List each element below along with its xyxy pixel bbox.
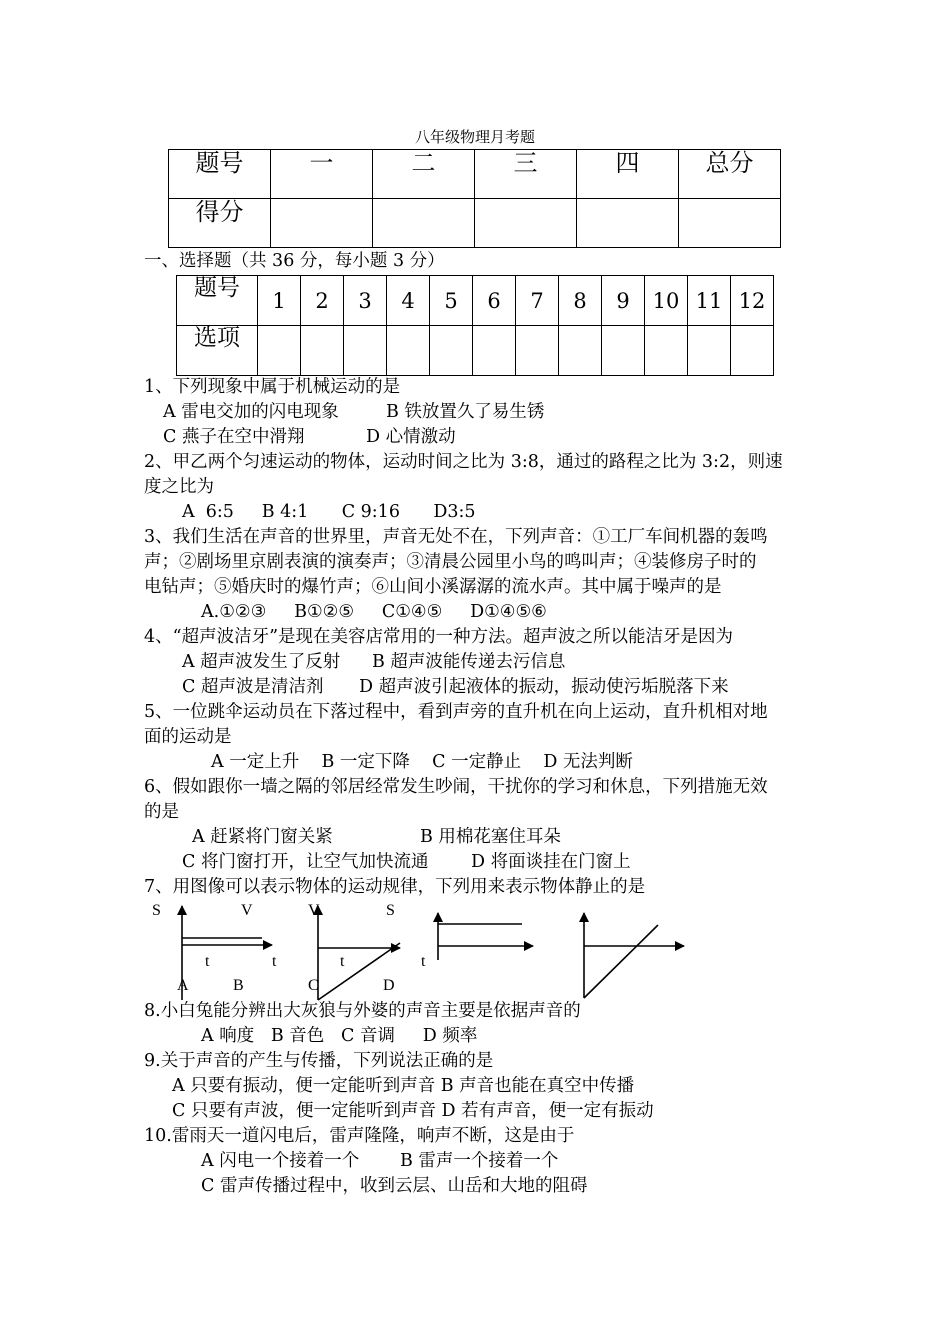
graph-c-label: C <box>308 977 319 994</box>
graph-d-left <box>438 913 533 960</box>
option-b: B 用棉花塞住耳朵 <box>420 827 561 847</box>
question-stem: 2、甲乙两个匀速运动的物体，运动时间之比为 3:8，通过的路程之比为 3:2，则速 <box>144 452 783 472</box>
graph-d-axis-label: S <box>386 902 395 919</box>
question-options: A 响度 B 音色 C 音调 D 频率 <box>201 1026 478 1046</box>
option-c: C 超声波是清洁剂 <box>182 677 324 697</box>
question-options: A 6:5 B 4:1 C 9:16 D3:5 <box>182 502 476 522</box>
question-stem-cont: 电钻声；⑤婚庆时的爆竹声；⑥山间小溪潺潺的流水声。其中属于噪声的是 <box>144 577 722 597</box>
graph-a <box>182 906 272 1000</box>
question-stem: 7、用图像可以表示物体的运动规律，下列用来表示物体静止的是 <box>144 877 646 897</box>
question-stem: 5、一位跳伞运动员在下落过程中，看到声旁的直升机在向上运动，直升机相对地 <box>144 702 768 722</box>
answer-row-label: 题号 <box>177 276 258 326</box>
question-stem-cont: 度之比为 <box>144 477 214 497</box>
question-stem: 1、下列现象中属于机械运动的是 <box>144 377 401 397</box>
question-stem: 10.雷雨天一道闪电后，雷声隆隆，响声不断，这是由于 <box>144 1126 575 1146</box>
question-number-cell: 3 <box>344 276 387 326</box>
graph-c-time-label: t <box>340 953 345 970</box>
question-number-cell: 5 <box>430 276 473 326</box>
question-options: A 一定上升 B 一定下降 C 一定静止 D 无法判断 <box>211 752 633 772</box>
option-a: A 超声波发生了反射 <box>182 652 341 672</box>
graph-a-time-label: t <box>205 953 210 970</box>
question-number-cell: 12 <box>731 276 774 326</box>
question-options: A.①②③ B①②⑤ C①④⑤ D①④⑤⑥ <box>201 602 547 622</box>
option-d: D 心情激动 <box>366 427 456 447</box>
option-a: A 赶紧将门窗关紧 <box>192 827 333 847</box>
graph-b-label: B <box>233 977 244 994</box>
score-row-label: 得分 <box>169 199 271 248</box>
graph-a-label: A <box>177 977 189 994</box>
graph-b-axis-label: V <box>241 902 253 919</box>
section-heading: 一、选择题（共 36 分，每小题 3 分） <box>144 251 445 271</box>
score-header-cell: 二 <box>373 150 475 199</box>
graph-a-axis-label: S <box>152 902 161 919</box>
question-number-cell: 11 <box>688 276 731 326</box>
option-b: B 铁放置久了易生锈 <box>386 402 545 422</box>
option-b: B 雷声一个接着一个 <box>400 1151 559 1171</box>
question-number-cell: 2 <box>301 276 344 326</box>
option-c: C 燕子在空中滑翔 <box>163 427 305 447</box>
question-number-cell: 6 <box>473 276 516 326</box>
question-number-cell: 10 <box>645 276 688 326</box>
question-number-cell: 9 <box>602 276 645 326</box>
score-header-cell: 一 <box>271 150 373 199</box>
page-title: 八年级物理月考题 <box>414 128 535 146</box>
score-header-cell: 总分 <box>679 150 781 199</box>
option-c: C 将门窗打开，让空气加快流通 <box>182 852 429 872</box>
graph-d-right <box>584 913 684 998</box>
graph-d-label: D <box>383 977 395 994</box>
question-stem: 8.小白兔能分辨出大灰狼与外婆的声音主要是依据声音的 <box>144 1001 581 1021</box>
question-options-line: C 只要有声波，便一定能听到声音 D 若有声音，便一定有振动 <box>172 1101 654 1121</box>
question-number-cell: 4 <box>387 276 430 326</box>
question-stem: 9.关于声音的产生与传播，下列说法正确的是 <box>144 1051 494 1071</box>
graph-b-time-label: t <box>272 953 277 970</box>
question-number-cell: 8 <box>559 276 602 326</box>
option-b: B 超声波能传递去污信息 <box>372 652 566 672</box>
option-a: A 雷电交加的闪电现象 <box>163 402 339 422</box>
option-a: A 闪电一个接着一个 <box>201 1151 360 1171</box>
score-header-cell: 四 <box>577 150 679 199</box>
question-stem-cont: 面的运动是 <box>144 727 232 747</box>
score-header-cell: 三 <box>475 150 577 199</box>
answer-row-label: 选项 <box>177 326 258 376</box>
question-stem-cont: 声；②剧场里京剧表演的演奏声；③清晨公园里小鸟的鸣叫声；④装修房子时的 <box>144 552 757 572</box>
question-number-cell: 1 <box>258 276 301 326</box>
option-d: D 超声波引起液体的振动，振动使污垢脱落下来 <box>359 677 729 697</box>
question-stem: 3、我们生活在声音的世界里，声音无处不在，下列声音：①工厂车间机器的轰鸣 <box>144 527 768 547</box>
option-d: D 将面谈挂在门窗上 <box>471 852 631 872</box>
question-options-line: A 只要有振动，便一定能听到声音 B 声音也能在真空中传播 <box>172 1076 635 1096</box>
option-c: C 雷声传播过程中，收到云层、山岳和大地的阻碍 <box>201 1176 588 1196</box>
question-stem: 4、“超声波洁牙”是现在美容店常用的一种方法。超声波之所以能洁牙是因为 <box>144 627 734 647</box>
graph-c-axis-label: V <box>308 902 320 919</box>
graph-d-time-label: t <box>421 953 426 970</box>
question-number-cell: 7 <box>516 276 559 326</box>
question-stem: 6、假如跟你一墙之隔的邻居经常发生吵闹，干扰你的学习和休息，下列措施无效 <box>144 777 768 797</box>
score-header-cell: 题号 <box>169 150 271 199</box>
question-stem-cont: 的是 <box>144 802 179 822</box>
